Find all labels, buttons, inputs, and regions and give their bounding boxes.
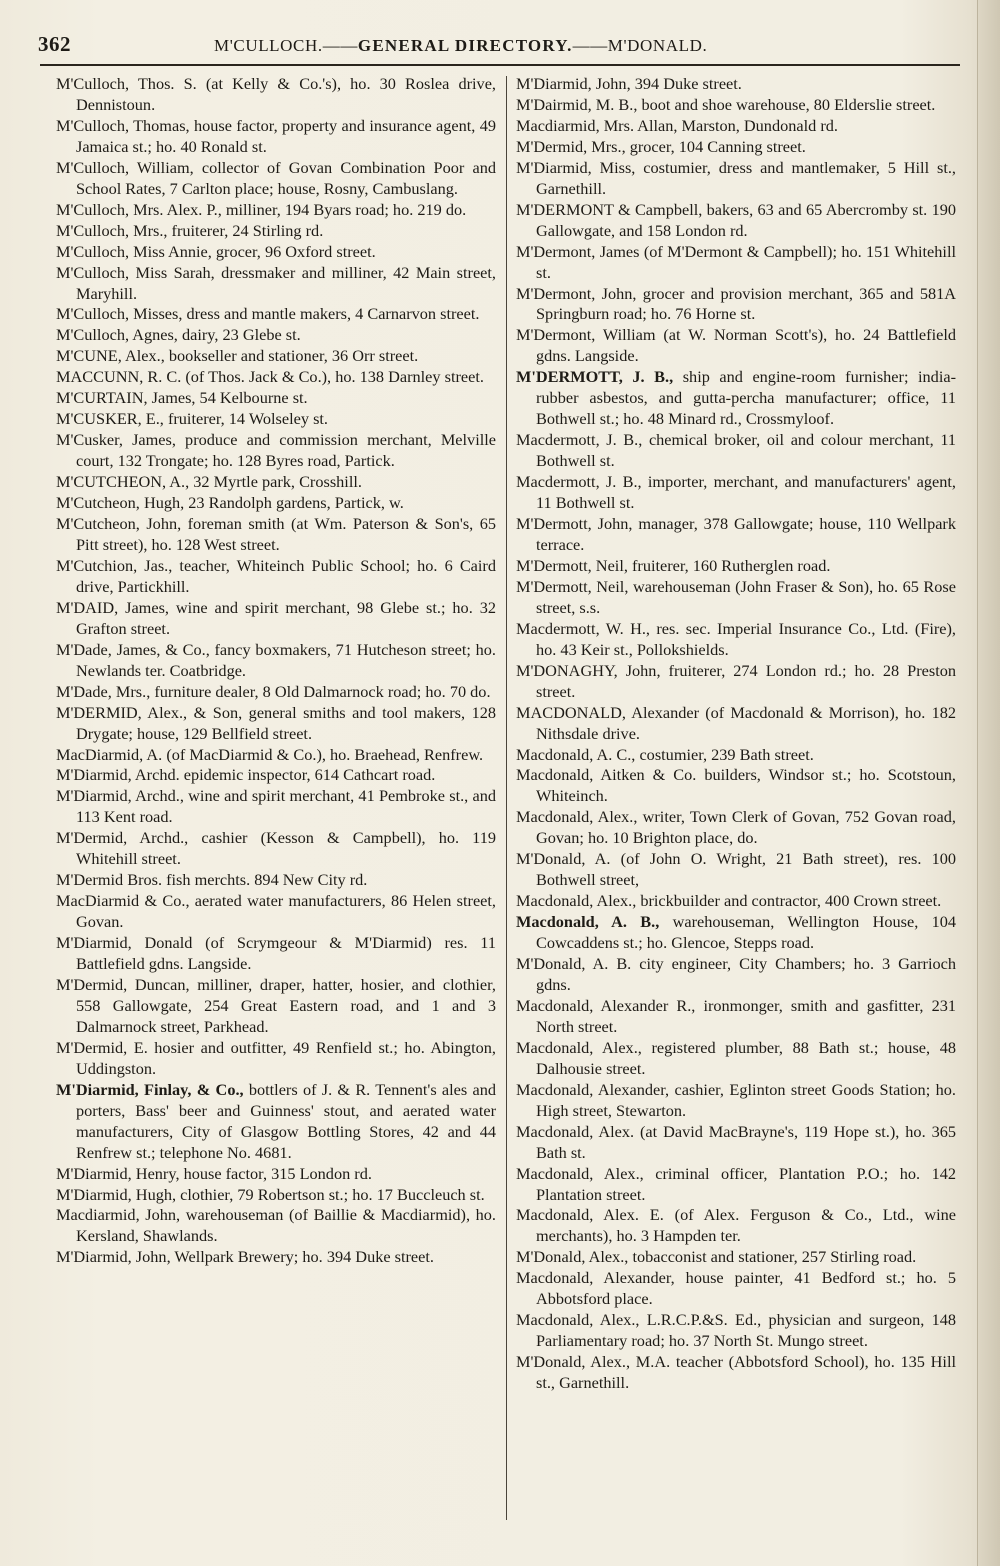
directory-entry: Macdermott, J. B., importer, merchant, and manufacturers' agent, 11 Bothwell st. [516,472,956,513]
directory-entry: M'Culloch, Miss Sarah, dressmaker and milliner, 42 Main street, Maryhill. [56,262,496,303]
directory-entry: Macdermott, W. H., res. sec. Imperial Insurance Co., Ltd. (Fire), ho. 43 Keir st., Pollokshields. [516,618,956,659]
directory-entry: M'Dermid, Archd., cashier (Kesson & Campbell), ho. 119 Whitehill street. [56,828,496,869]
directory-entry: M'Culloch, Mrs. Alex. P., milliner, 194 Byars road; ho. 219 do. [56,199,467,219]
directory-entry: M'Dermid, Duncan, milliner, draper, hatter, hosier, and clothier, 558 Gallowgate, 254 Great Eastern road, and 1 and 3 Dalmarnock street, Parkhead. [56,974,496,1036]
directory-entry: Macdonald, Alexander, house painter, 41 Bedford st.; ho. 5 Abbotsford place. [516,1268,956,1309]
directory-entry: M'CUNE, Alex., bookseller and stationer, 36 Orr street. [56,346,419,366]
directory-entry: M'Diarmid, Archd. epidemic inspector, 614 Cathcart road. [56,765,436,785]
directory-entry: M'Dade, James, & Co., fancy boxmakers, 71 Hutcheson street; ho. Newlands ter. Coatbridge. [56,639,496,680]
directory-entry: M'Diarmid, Donald (of Scrymgeour & M'Diarmid) res. 11 Battlefield gdns. Langside. [56,933,496,974]
directory-entry: M'Dermott, Neil, warehouseman (John Fraser & Son), ho. 65 Rose street, s.s. [516,576,956,617]
directory-entry: Macdonald, Alex., registered plumber, 88 Bath st.; house, 48 Dalhousie street. [516,1037,956,1078]
running-head: M'CULLOCH.——GENERAL DIRECTORY.——M'DONALD. [214,36,708,55]
directory-entry: M'Donald, Alex., M.A. teacher (Abbotsford School), ho. 135 Hill st., Garnethill. [516,1352,956,1393]
directory-entry: M'CUTCHEON, A., 32 Myrtle park, Crosshill. [56,472,362,492]
directory-entry: Macdiarmid, John, warehouseman (of Baillie & Macdiarmid), ho. Kersland, Shawlands. [56,1205,496,1246]
column-divider [506,76,507,1520]
directory-entry: M'Culloch, Thomas, house factor, property and insurance agent, 49 Jamaica st.; ho. 40 Ronald st. [56,115,496,156]
directory-entry: M'Culloch, Mrs., fruiterer, 24 Stirling rd. [56,220,324,240]
running-head-title: GENERAL DIRECTORY. [357,36,573,55]
directory-entry: M'Diarmid, Miss, costumier, dress and mantlemaker, 5 Hill st., Garnethill. [516,157,956,198]
directory-entry: M'CURTAIN, James, 54 Kelbourne st. [56,388,308,408]
directory-entry: M'Dermont, James (of M'Dermont & Campbell); ho. 151 Whitehill st. [516,241,956,282]
directory-entry: Macdonald, Aitken & Co. builders, Windsor st.; ho. Scotstoun, Whiteinch. [516,765,956,806]
left-column [56,74,496,1268]
directory-entry: M'DERMID, Alex., & Son, general smiths and tool makers, 128 Drygate; house, 129 Bellfield street. [56,702,496,743]
directory-entry: Macdonald, Alex. E. (of Alex. Ferguson & Co., Ltd., wine merchants), ho. 3 Hampden ter. [516,1205,956,1246]
directory-entry: M'Culloch, Misses, dress and mantle makers, 4 Carnarvon street. [56,304,480,324]
directory-entry: M'Donald, Alex., tobacconist and stationer, 257 Stirling road. [516,1247,917,1267]
entry-bold-name: M'DERMOTT, J. B., [516,367,674,387]
directory-entry: M'Culloch, Agnes, dairy, 23 Glebe st. [56,325,301,345]
directory-entry: M'Diarmid, John, 394 Duke street. [516,74,742,93]
directory-entry: M'Diarmid, Henry, house factor, 315 London rd. [56,1163,372,1183]
directory-entry: Macdonald, Alex., L.R.C.P.&S. Ed., physician and surgeon, 148 Parliamentary road; ho. 37 North St. Mungo street. [516,1310,956,1351]
right-column [516,74,956,1394]
directory-entry: M'Dermid, Mrs., grocer, 104 Canning street. [516,136,806,156]
directory-entry: M'DAID, James, wine and spirit merchant, 98 Glebe st.; ho. 32 Grafton street. [56,597,496,638]
directory-entry: M'Culloch, Miss Annie, grocer, 96 Oxford street. [56,241,376,261]
directory-entry: Macdonald, Alex. (at David MacBrayne's, 119 Hope st.), ho. 365 Bath st. [516,1121,956,1162]
directory-entry: M'DONAGHY, John, fruiterer, 274 London rd.; ho. 28 Preston street. [516,660,956,701]
directory-entry: Macdonald, Alex., writer, Town Clerk of Govan, 752 Govan road, Govan; ho. 10 Brighton place, do. [516,807,956,848]
directory-entry: M'Dermont, William (at W. Norman Scott's), ho. 24 Battlefield gdns. Langside. [516,325,956,366]
directory-entry: M'Dairmid, M. B., boot and shoe warehouse, 80 Elderslie street. [516,94,936,114]
directory-entry: M'Diarmid, Archd., wine and spirit merchant, 41 Pembroke st., and 113 Kent road. [56,786,496,827]
directory-entry: M'Diarmid, Finlay, & Co., bottlers of J. & R. Tennent's ales and porters, Bass' beer and Guinness' stout, and aerated water manufacturers, City of Glasgow Bottling Stores, 42 and 44 Renfrew st.; telephone No. 4681. [56,1079,497,1162]
directory-entry: Macdonald, Alexander, cashier, Eglinton street Goods Station; ho. High street, Stewarton. [516,1079,956,1120]
header-rule [40,64,960,66]
entry-bold-name: M'Diarmid, Finlay, & Co., [56,1079,244,1099]
directory-entry: M'Diarmid, Hugh, clothier, 79 Robertson st.; ho. 17 Buccleuch st. [56,1184,485,1204]
directory-entry: M'Culloch, William, collector of Govan Combination Poor and School Rates, 7 Carlton place; house, Rosny, Cambuslang. [56,157,496,198]
directory-entry: Macdonald, A. B., warehouseman, Wellington House, 104 Cowcaddens st.; ho. Glencoe, Stepps road. [516,912,956,953]
directory-entry: Macdiarmid, Mrs. Allan, Marston, Dundonald rd. [516,115,838,135]
directory-entry: M'Cutchion, Jas., teacher, Whiteinch Public School; ho. 6 Caird drive, Partickhill. [56,555,496,596]
page-header [38,32,958,62]
directory-entry: M'Donald, A. B. city engineer, City Chambers; ho. 3 Garrioch gdns. [516,954,956,994]
directory-entry: Macdonald, A. C., costumier, 239 Bath street. [516,744,814,764]
directory-entry: M'Diarmid, John, Wellpark Brewery; ho. 394 Duke street. [56,1247,434,1267]
directory-entry: M'Cutcheon, Hugh, 23 Randolph gardens, Partick, w. [56,493,404,513]
directory-entry: M'Dermott, Neil, fruiterer, 160 Rutherglen road. [516,555,831,575]
directory-entry: M'Dermid Bros. fish merchts. 894 New City rd. [56,870,368,890]
directory-entry: MACDONALD, Alexander (of Macdonald & Morrison), ho. 182 Nithsdale drive. [516,702,956,743]
directory-entry: Macdonald, Alex., brickbuilder and contractor, 400 Crown street. [516,891,942,911]
directory-entry: M'Dermott, John, manager, 378 Gallowgate; house, 110 Wellpark terrace. [516,514,956,554]
running-head-right: M'DONALD. [607,36,708,55]
adjacent-page-edge [977,0,1000,1566]
directory-entry: Macdonald, Alexander R., ironmonger, smith and gasfitter, 231 North street. [516,995,956,1036]
directory-entry: M'Donald, A. (of John O. Wright, 21 Bath street), res. 100 Bothwell street, [516,849,956,890]
directory-entry: MacDiarmid & Co., aerated water manufacturers, 86 Helen street, Govan. [56,891,496,932]
directory-entry: M'Culloch, Thos. S. (at Kelly & Co.'s), ho. 30 Roslea drive, Dennistoun. [56,74,496,114]
running-head-left: M'CULLOCH. [214,36,323,55]
directory-entry: Macdonald, Alex., criminal officer, Plantation P.O.; ho. 142 Plantation street. [516,1163,956,1204]
entry-bold-name: Macdonald, A. B., [516,912,660,932]
page-number: 362 [38,32,71,56]
directory-entry: MacDiarmid, A. (of MacDiarmid & Co.), ho. Braehead, Renfrew. [56,744,484,764]
directory-entry: M'Dade, Mrs., furniture dealer, 8 Old Dalmarnock road; ho. 70 do. [56,681,491,701]
directory-entry: M'Dermid, E. hosier and outfitter, 49 Renfield st.; ho. Abington, Uddingston. [56,1037,496,1078]
directory-entry: M'Cusker, James, produce and commission merchant, Melville court, 132 Trongate; ho. 128 Byres road, Partick. [56,430,496,471]
directory-entry: Macdermott, J. B., chemical broker, oil and colour merchant, 11 Bothwell st. [516,430,956,471]
directory-entry: M'CUSKER, E., fruiterer, 14 Wolseley st. [56,409,328,429]
directory-entry: M'Cutcheon, John, foreman smith (at Wm. Paterson & Son's, 65 Pitt street), ho. 128 West street. [56,514,496,554]
directory-entry: M'DERMONT & Campbell, bakers, 63 and 65 Abercromby st. 190 Gallowgate, and 158 London rd. [516,199,956,240]
directory-entry: MACCUNN, R. C. (of Thos. Jack & Co.), ho. 138 Darnley street. [56,367,484,387]
directory-entry: M'DERMOTT, J. B., ship and engine-room furnisher; india-rubber asbestos, and gutta-percha manufacturer; office, 11 Bothwell st.; ho. 48 Minard rd., Crossmyloof. [516,367,956,429]
directory-entry: M'Dermont, John, grocer and provision merchant, 365 and 581A Springburn road; ho. 76 Horne st. [516,283,956,324]
